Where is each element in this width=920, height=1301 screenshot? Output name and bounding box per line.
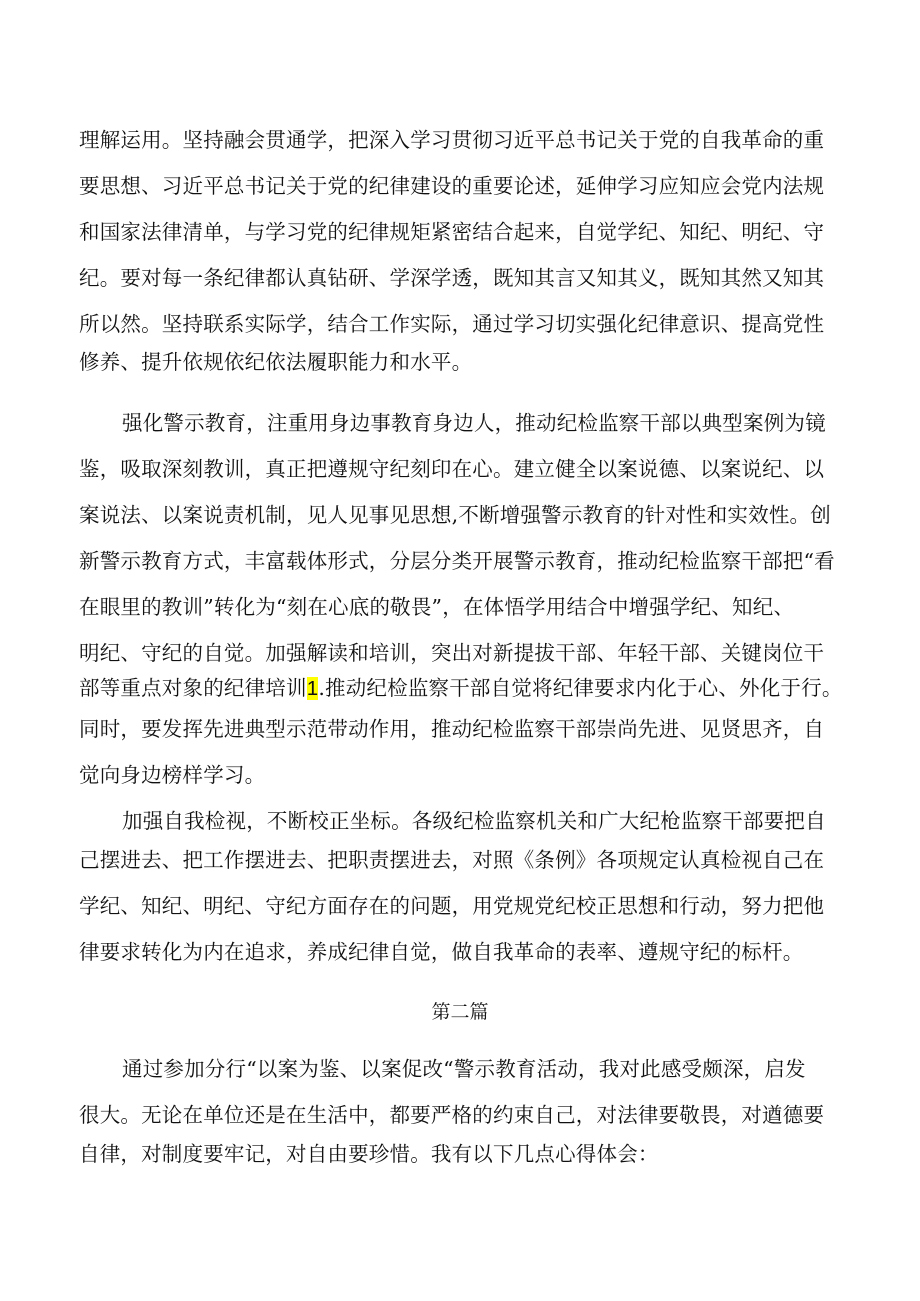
paragraph-2-line-4: 新警示教育方式，丰富载体形式，分层分类开展警示教育，推动纪检监察干部把“看 bbox=[79, 549, 835, 573]
paragraph-2-line-5: 在眼里的教训”转化为“刻在心底的敬畏”，在体悟学用结合中增强学纪、知纪、 bbox=[79, 595, 795, 619]
paragraph-1-line-2: 要思想、习近平总书记关于党的纪律建设的重要论述，延伸学习应知应会党内法规 bbox=[79, 174, 825, 198]
section-heading: 第二篇 bbox=[431, 1001, 489, 1023]
paragraph-1-line-3: 和国家法律清单，与学习党的纪律规矩紧密结合起来，自觉学纪、知纪、明纪、守 bbox=[79, 220, 825, 244]
paragraph-2-line-6: 明纪、守纪的自觉。加强解读和培训，突出对新提拔干部、年轻干部、关键岗位干 bbox=[79, 641, 825, 665]
paragraph-3-line-1: 加强自我检视，不断校正坐标。各级纪检监察机关和广大纪枪监察干部要把自 bbox=[122, 809, 826, 833]
paragraph-3-line-4: 律要求转化为内在追求，养成纪律自觉，做自我革命的表率、遵规守纪的标杆。 bbox=[79, 940, 804, 964]
paragraph-2-line-9: 觉向身边榜样学习。 bbox=[79, 763, 266, 787]
paragraph-4-line-3: 自律，对制度要牢记，对自由要珍惜。我有以下几点心得体会： bbox=[79, 1142, 659, 1166]
paragraph-1-line-1: 理解运用。坚持融会贯通学，把深入学习贯彻习近平总书记关于党的自我革命的重 bbox=[79, 128, 825, 152]
paragraph-4-line-2: 很大。无论在单位还是在生活中，都要严格的约束自己，对法律要敬畏，对遒德要 bbox=[79, 1103, 825, 1127]
paragraph-2-line-1: 强化警示教育，注重用身边事教育身边人，推动纪检监察干部以典型案例为镜 bbox=[122, 411, 826, 435]
paragraph-1-line-6: 修养、提升依规依纪依法履职能力和水平。 bbox=[79, 350, 473, 374]
paragraph-2-line-3: 案说法、以案说责机制，见人见事见思想,不断增强警示教育的针对性和实效性。创 bbox=[79, 503, 831, 527]
paragraph-1-line-5: 所以然。坚持联系实际学，结合工作实际，通过学习切实强化纪律意识、提高党性 bbox=[79, 312, 825, 336]
paragraph-2-line-8: 同时，要发挥先进典型示范带动作用，推动纪检监察干部崇尚先进、见贤思齐，自 bbox=[79, 717, 825, 741]
highlighted-mark: 1 bbox=[306, 677, 319, 700]
paragraph-2-line-7 bbox=[79, 675, 843, 702]
paragraph-4-line-1: 通过参加分行“以案为鉴、以案促改“警示教育活动，我对此感受颇深，启发 bbox=[122, 1057, 806, 1081]
paragraph-2-line-7-text-before: 部等重点对象的纪律培训 bbox=[79, 676, 307, 700]
paragraph-1-line-4: 纪。要对每一条纪律都认真钻研、学深学透，既知其言又知其义，既知其然又知其 bbox=[79, 266, 825, 290]
paragraph-2-line-7-text-after: .推动纪检监察干部自觉将纪律要求内化于心、外化于行。 bbox=[318, 676, 843, 700]
paragraph-3-line-2: 己摆进去、把工作摆进去、把职责摆进去，对照《条例》各项规定认真检视自己在 bbox=[79, 848, 825, 872]
paragraph-3-line-3: 学纪、知纪、明纪、守纪方面存在的问题，用党规党纪校正思想和行动，努力把他 bbox=[79, 894, 825, 918]
paragraph-2-line-2: 鉴，吸取深刻教训，真正把遵规守纪刻印在心。建立健全以案说德、以案说纪、以 bbox=[79, 457, 825, 481]
